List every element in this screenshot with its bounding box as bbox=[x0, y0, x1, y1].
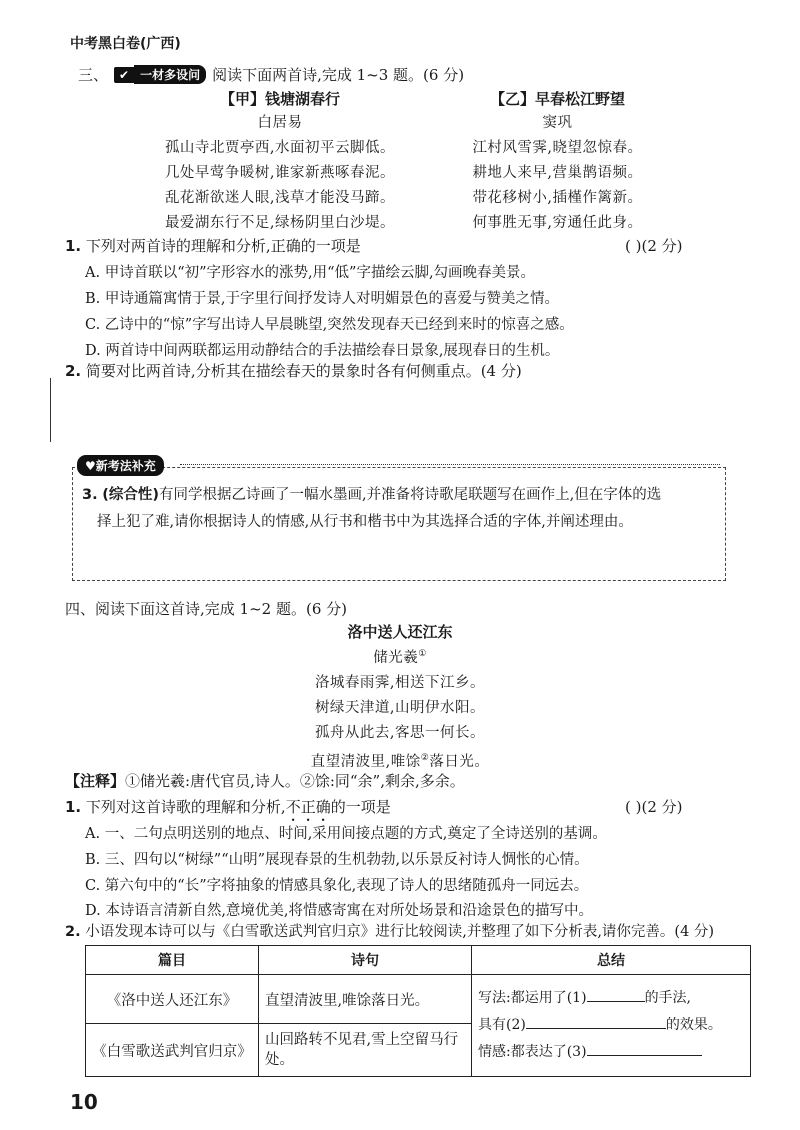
margin-line bbox=[50, 378, 51, 442]
poem-a-line: 几处早莺争暖树,谁家新燕啄春泥。 bbox=[164, 165, 396, 181]
poem-c-title: 洛中送人还江东 bbox=[347, 623, 453, 641]
question-label: (综合性) bbox=[102, 487, 159, 503]
summary-text: 的手法, bbox=[644, 990, 692, 1006]
analysis-table bbox=[85, 945, 751, 1077]
option-c: C. 乙诗中的“惊”字写出诗人早晨眺望,突然发现春天已经到来时的惊喜之感。 bbox=[85, 317, 574, 333]
summary-text: 的效果。 bbox=[665, 1017, 722, 1033]
poem-a-line: 孤山寺北贾亭西,水面初平云脚低。 bbox=[164, 140, 396, 156]
footnote-mark: ② bbox=[420, 752, 430, 763]
table-cell-verse: 山回路转不见君,雪上空留马行处。 bbox=[259, 1024, 472, 1077]
badge-label: 一材多设问 bbox=[134, 65, 206, 84]
poem-b-line: 江村风雪霁,晓望忽惊春。 bbox=[472, 140, 643, 156]
summary-text: 写法:都运用了(1) bbox=[478, 990, 587, 1006]
section3-instruction: 阅读下面两首诗,完成 1~3 题。(6 分) bbox=[212, 66, 465, 84]
poem-c-line: 洛城春雨霁,相送下江乡。 bbox=[314, 674, 486, 691]
poem-b-author: 窦巩 bbox=[542, 115, 573, 131]
poem-a-line: 最爱湖东行不足,绿杨阴里白沙堤。 bbox=[164, 215, 396, 231]
question-number: 1. bbox=[65, 798, 82, 816]
question-text: 小语发现本诗可以与《白雪歌送武判官归京》进行比较阅读,并整理了如下分析表,请你完善。(4 分) bbox=[85, 924, 715, 940]
s3-question-2 bbox=[65, 360, 522, 381]
s4-question-2 bbox=[65, 920, 714, 941]
poem-a-title: 【甲】钱塘湖春行 bbox=[219, 90, 340, 108]
author-name: 储光羲 bbox=[373, 649, 419, 666]
summary-line-2 bbox=[478, 1012, 744, 1039]
poem-b bbox=[455, 88, 660, 236]
summary-text: 情感:都表达了(3) bbox=[478, 1044, 587, 1060]
section3-heading bbox=[78, 64, 464, 85]
poem-b-line: 耕地人来早,营巢鹊语频。 bbox=[472, 165, 643, 181]
divider bbox=[180, 464, 720, 465]
supplement-question bbox=[82, 483, 661, 504]
annotation bbox=[65, 770, 465, 791]
summary-cell bbox=[472, 975, 751, 1077]
option-b: B. 三、四句以“树绿”“山明”展现春景的生机勃勃,以乐景反衬诗人惆怅的心情。 bbox=[85, 852, 589, 868]
poem-b-title: 【乙】早春松江野望 bbox=[489, 90, 625, 108]
annotation-text: ①储光羲:唐代官员,诗人。②馀:同“余”,剩余,多余。 bbox=[125, 772, 465, 790]
section3-number: 三、 bbox=[78, 66, 109, 84]
table-header: 诗句 bbox=[259, 946, 472, 975]
table-cell-title: 《洛中送人还江东》 bbox=[86, 975, 259, 1024]
question-number: 3. bbox=[82, 487, 98, 503]
footnote-mark: ① bbox=[418, 649, 427, 659]
question-text: 的一项是 bbox=[330, 798, 391, 816]
question-text: 有同学根据乙诗画了一幅水墨画,并准备将诗歌尾联题写在画作上,但在字体的选 bbox=[158, 487, 662, 503]
table-cell-verse: 直望清波里,唯馀落日光。 bbox=[259, 975, 472, 1024]
summary-line-3 bbox=[478, 1039, 744, 1066]
poem-c-line: 树绿天津道,山明伊水阳。 bbox=[314, 699, 486, 716]
blank-1[interactable] bbox=[587, 1001, 645, 1002]
section4-heading: 四、阅读下面这首诗,完成 1~2 题。(6 分) bbox=[65, 600, 347, 618]
supplement-tag: ♥新考法补充 bbox=[77, 455, 164, 476]
blank-2[interactable] bbox=[526, 1028, 666, 1029]
blank-3[interactable] bbox=[587, 1055, 702, 1056]
emphasis-text: 不正确 bbox=[285, 798, 331, 816]
table-row bbox=[86, 975, 751, 1024]
question-text: 下列对这首诗歌的理解和分析, bbox=[85, 798, 286, 816]
s4-question-1 bbox=[65, 796, 391, 825]
poem-b-line: 何事胜无事,穷通任此身。 bbox=[472, 215, 643, 231]
poem-b-line: 带花移树小,插槿作篱新。 bbox=[472, 190, 643, 206]
table-header: 篇目 bbox=[86, 946, 259, 975]
option-c: C. 第六句中的“长”字将抽象的情感具象化,表现了诗人的思绪随孤舟一同远去。 bbox=[85, 878, 589, 894]
summary-text: 具有(2) bbox=[478, 1017, 526, 1033]
option-a: A. 一、二句点明送别的地点、时间,采用间接点题的方式,奠定了全诗送别的基调。 bbox=[85, 826, 607, 842]
s3-question-1 bbox=[65, 235, 361, 256]
page-number: 10 bbox=[70, 1090, 98, 1114]
poem-c-line: 孤舟从此去,客思一何长。 bbox=[314, 724, 486, 741]
poem-a bbox=[145, 88, 415, 236]
question-number: 1. bbox=[65, 237, 82, 255]
question-number: 2. bbox=[65, 362, 82, 380]
table-header-row bbox=[86, 946, 751, 975]
header-title: 中考黑白卷(广西) bbox=[70, 36, 181, 52]
answer-bracket[interactable]: ( )(2 分) bbox=[625, 798, 683, 816]
line-part: 落日光。 bbox=[429, 753, 490, 770]
annotation-label: 【注释】 bbox=[65, 772, 126, 790]
poem-a-line: 乱花渐欲迷人眼,浅草才能没马蹄。 bbox=[164, 190, 396, 206]
section-badge bbox=[114, 65, 206, 84]
poem-c bbox=[250, 621, 550, 775]
question-text: 下列对两首诗的理解和分析,正确的一项是 bbox=[85, 237, 361, 255]
table-header: 总结 bbox=[472, 946, 751, 975]
question-text: 简要对比两首诗,分析其在描绘春天的景象时各有何侧重点。(4 分) bbox=[85, 362, 522, 380]
poem-a-author: 白居易 bbox=[257, 115, 303, 131]
check-icon: ✔ bbox=[114, 67, 134, 83]
summary-line-1 bbox=[478, 985, 744, 1012]
question-number: 2. bbox=[65, 924, 81, 940]
option-d: D. 本诗语言清新自然,意境优美,将惜感寄寓在对所处场景和沿途景色的描写中。 bbox=[85, 903, 594, 919]
poem-c-author bbox=[250, 642, 550, 671]
answer-bracket[interactable]: ( )(2 分) bbox=[625, 237, 683, 255]
option-b: B. 甲诗通篇寓情于景,于字里行间抒发诗人对明媚景色的喜爱与赞美之情。 bbox=[85, 291, 559, 307]
line-part: 直望清波里,唯馀 bbox=[310, 753, 421, 770]
supplement-question-cont: 择上犯了难,请你根据诗人的情感,从行书和楷书中为其选择合适的字体,并阐述理由。 bbox=[97, 514, 633, 530]
option-d: D. 两首诗中间两联都运用动静结合的手法描绘春日景象,展现春日的生机。 bbox=[85, 343, 560, 359]
table-cell-title: 《白雪歌送武判官归京》 bbox=[86, 1024, 259, 1077]
option-a: A. 甲诗首联以“初”字形容水的涨势,用“低”字描绘云脚,勾画晚春美景。 bbox=[85, 265, 536, 281]
